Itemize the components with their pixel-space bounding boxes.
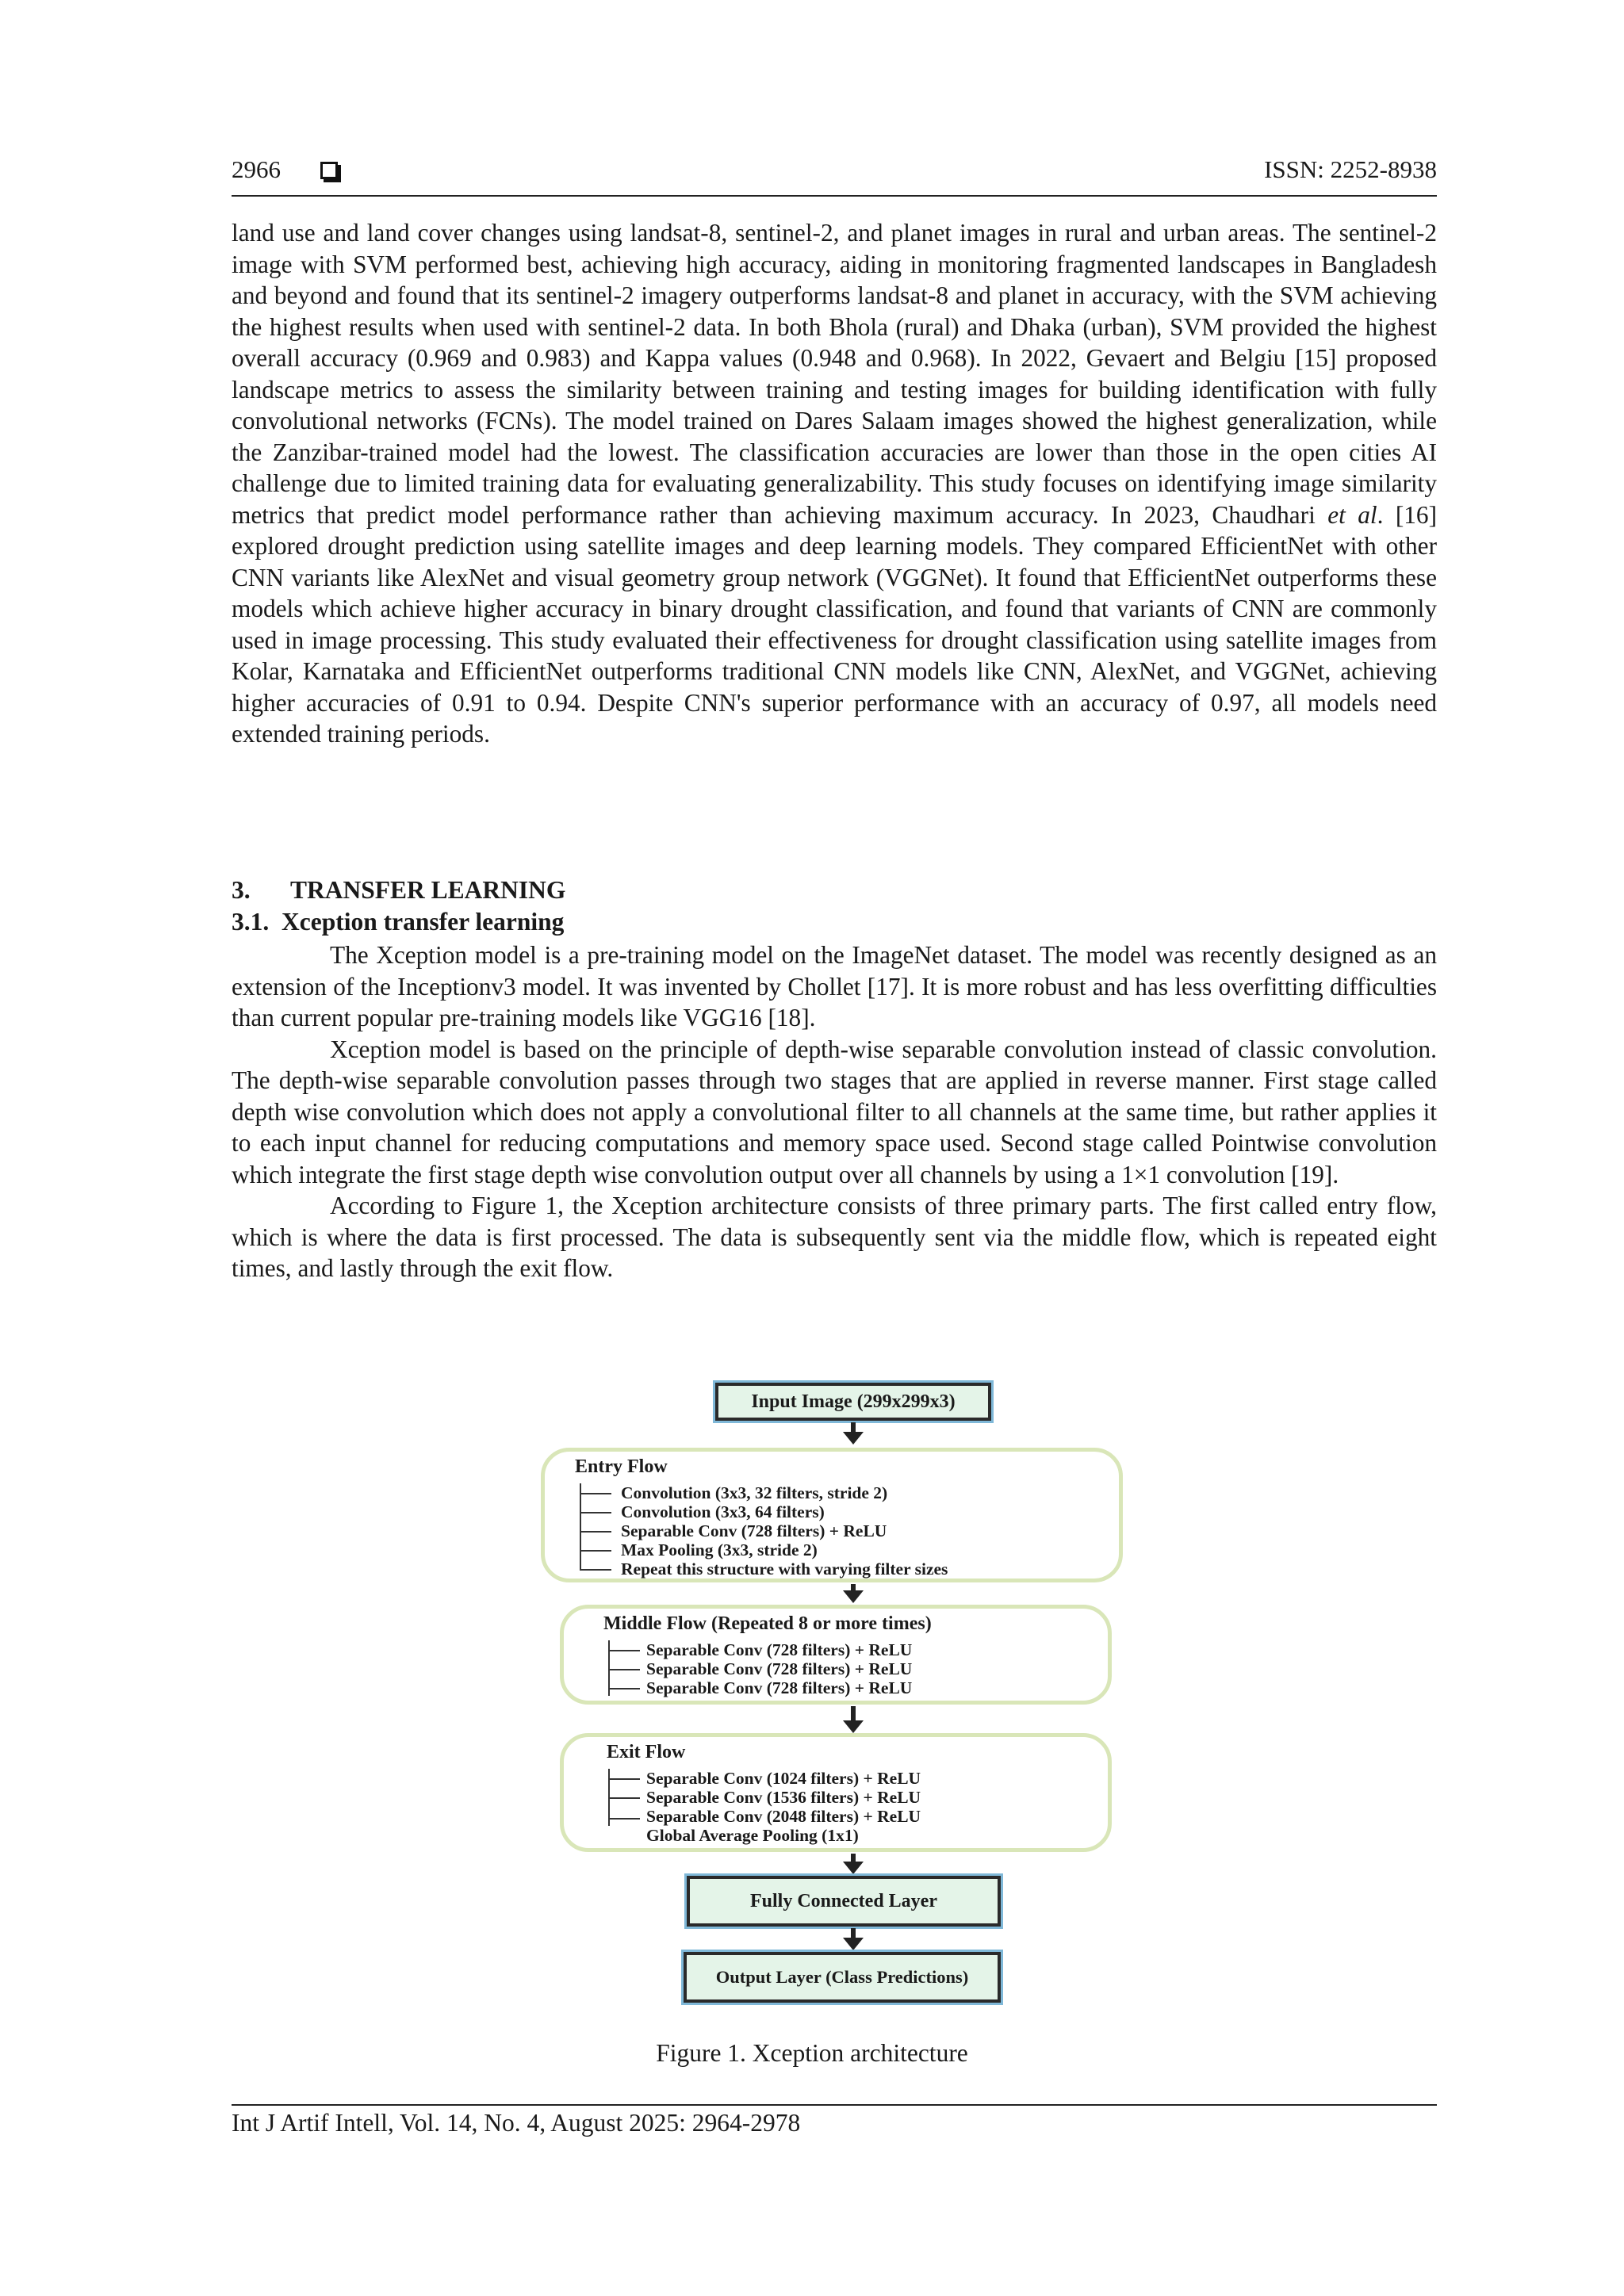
section-paragraph: Xception model is based on the principle of depth-wise separable convolution instead of classic convolution. The depth-wise separable convolution passes through two stages that are applied in reverse manner. First stage called depth wise convolution which does not apply a convolutional filter to all channels at the same time, but rather applies it to each input channel for reducing computations and memory space used. Second stage called Pointwise convolution which integrate the first stage depth wise convolution output over all channels by using a 1×1 convolution [19].	[232, 1035, 1437, 1188]
square-icon	[320, 162, 338, 179]
exit-item: Separable Conv (1024 filters) + ReLU	[646, 1769, 921, 1788]
fully-connected-box: Fully Connected Layer	[687, 1876, 1001, 1927]
subsection-heading	[232, 908, 564, 936]
intro-text-1: land use and land cover changes using landsat-8, sentinel-2, and planet images in rural and urban areas. The sentinel-2 image with SVM performed best, achieving high accuracy, aiding in monitoring fragmented landscapes in Bangladesh and beyond and found that its sentinel-2 imagery outperforms landsat-8 and planet in accuracy, with the SVM achieving the highest results when used with sentinel-2 data. In both Bhola (rural) and Dhaka (urban), SVM provided the highest overall accuracy (0.969 and 0.983) and Kappa values (0.948 and 0.968). In 2022, Gevaert and Belgiu [15] proposed landscape metrics to assess the similarity between training and testing images for building identification with fully convolutional networks (FCNs). The model trained on Dares Salaam images showed the highest generalization, while the Zanzibar-trained model had the lowest. The classification accuracies are lower than those in the open cities AI challenge due to limited training data for evaluating generalizability. This study focuses on identifying image similarity metrics that predict model performance rather than achieving maximum accuracy. In 2023, Chaudhari	[232, 219, 1437, 529]
exit-tree-lines	[608, 1769, 610, 1826]
section-title: TRANSFER LEARNING	[290, 876, 566, 904]
entry-tree-lines	[580, 1483, 581, 1571]
down-arrow-icon	[851, 1422, 856, 1433]
issn: ISSN: 2252-8938	[1264, 155, 1437, 183]
section-paragraph: According to Figure 1, the Xception architecture consists of three primary parts. The first called entry flow, which is where the data is first processed. The data is subsequently sent via the middle flow, which is repeated eight times, and lastly through the exit flow.	[232, 1192, 1437, 1282]
exit-item: Separable Conv (1536 filters) + ReLU	[646, 1788, 921, 1807]
entry-item: Max Pooling (3x3, stride 2)	[621, 1540, 818, 1559]
entry-item: Separable Conv (728 filters) + ReLU	[621, 1521, 887, 1540]
entry-flow-box	[541, 1448, 1123, 1582]
section-paragraph: The Xception model is a pre-training model on the ImageNet dataset. The model was recently designed as an extension of the Inceptionv3 model. It was invented by Chollet [17]. It is more robust and has less overfitting difficulties than current popular pre-training models like VGG16 [18].	[232, 941, 1437, 1031]
middle-flow-box	[560, 1605, 1112, 1705]
journal-citation: Int J Artif Intell, Vol. 14, No. 4, August 2025: 2964-2978	[232, 2109, 801, 2137]
intro-text-2: . [16] explored drought prediction using satellite images and deep learning models. They compared EfficientNet with other CNN variants like AlexNet and visual geometry group network (VGGNet). It found that EfficientNet outperforms these models which achieve higher accuracy in binary drought classification, and found that variants of CNN are commonly used in image processing. This study evaluated their effectiveness for drought classification using satellite images from Kolar, Karnataka and EfficientNet outperforms traditional CNN models like CNN, AlexNet, and VGGNet, achieving higher accuracies of 0.91 to 0.94. Despite CNN's superior performance with an accuracy of 0.97, all models need extended training periods.	[232, 500, 1437, 748]
exit-flow-title: Exit Flow	[607, 1742, 686, 1762]
intro-paragraph	[232, 217, 1437, 750]
exit-item: Global Average Pooling (1x1)	[646, 1826, 859, 1845]
entry-item: Repeat this structure with varying filter sizes	[621, 1559, 948, 1578]
down-arrow-icon	[851, 1854, 856, 1863]
exit-flow-items	[646, 1769, 921, 1845]
down-arrow-icon	[851, 1928, 856, 1939]
page-footer	[232, 2104, 1437, 2137]
section-heading	[232, 876, 565, 905]
middle-flow-items	[646, 1640, 912, 1697]
middle-item: Separable Conv (728 filters) + ReLU	[646, 1678, 913, 1697]
figure-caption: Figure 1. Xception architecture	[656, 2039, 968, 2067]
subsection-title: Xception transfer learning	[282, 908, 565, 936]
down-arrow-icon	[851, 1584, 856, 1592]
section-body	[232, 939, 1437, 1284]
exit-flow-box	[560, 1733, 1112, 1852]
middle-flow-title: Middle Flow (Repeated 8 or more times)	[603, 1613, 932, 1634]
exit-item: Separable Conv (2048 filters) + ReLU	[646, 1807, 921, 1826]
down-arrow-icon	[851, 1706, 856, 1722]
entry-item: Convolution (3x3, 64 filters)	[621, 1502, 825, 1521]
output-layer-box: Output Layer (Class Predictions)	[684, 1952, 1001, 2003]
middle-item: Separable Conv (728 filters) + ReLU	[646, 1659, 913, 1678]
intro-etal: et al	[1327, 500, 1377, 529]
entry-flow-items	[621, 1483, 948, 1578]
section-number: 3.	[232, 876, 251, 904]
entry-flow-title: Entry Flow	[575, 1456, 668, 1477]
subsection-number: 3.1.	[232, 908, 270, 936]
middle-tree-lines	[608, 1640, 610, 1696]
middle-item: Separable Conv (728 filters) + ReLU	[646, 1640, 913, 1659]
entry-item: Convolution (3x3, 32 filters, stride 2)	[621, 1483, 888, 1502]
input-image-box: Input Image (299x299x3)	[715, 1383, 991, 1421]
page-number: 2966	[232, 155, 281, 183]
page-header	[232, 151, 1437, 197]
